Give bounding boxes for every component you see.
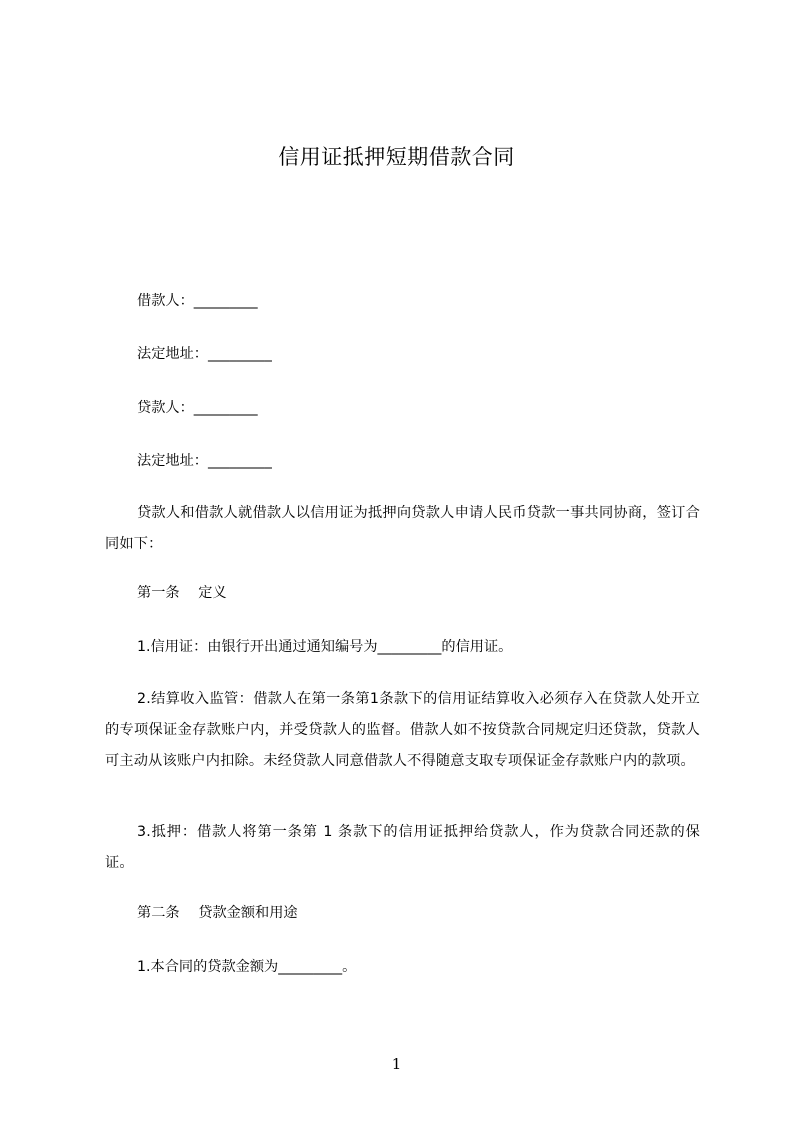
article2-item1: 1.本合同的贷款金额为_________。 [137,959,357,975]
document-title: 信用证抵押短期借款合同 [278,145,515,169]
borrower-field: 借款人：_________ [137,293,258,309]
intro-paragraph: 贷款人和借款人就借款人以信用证为抵押向贷款人申请人民币贷款一事共同协商，签订合同如下： [105,505,700,552]
article1-item1: 1.信用证：由银行开出通过通知编号为_________的信用证。 [137,639,513,655]
lender-address-field: 法定地址：_________ [137,453,272,469]
article1-item3: 3.抵押：借款人将第一条第 1 条款下的信用证抵押给贷款人，作为贷款合同还款的保证。 [105,824,700,871]
page-number: 1 [391,1055,402,1073]
article1-heading: 第一条 定义 [137,585,227,601]
lender-field: 贷款人：_________ [137,400,258,416]
borrower-address-field: 法定地址：_________ [137,346,272,362]
article1-item2: 2.结算收入监管：借款人在第一条第1条款下的信用证结算收入必须存入在贷款人处开立的专项保证金存款账户内，并受贷款人的监督。借款人如不按贷款合同规定归还贷款，贷款人可主动从该账户内扣除。未经贷款人同意借款人不得随意支取专项保证金存款账户内的款项。 [105,691,700,769]
article2-heading: 第二条 贷款金额和用途 [137,905,298,921]
